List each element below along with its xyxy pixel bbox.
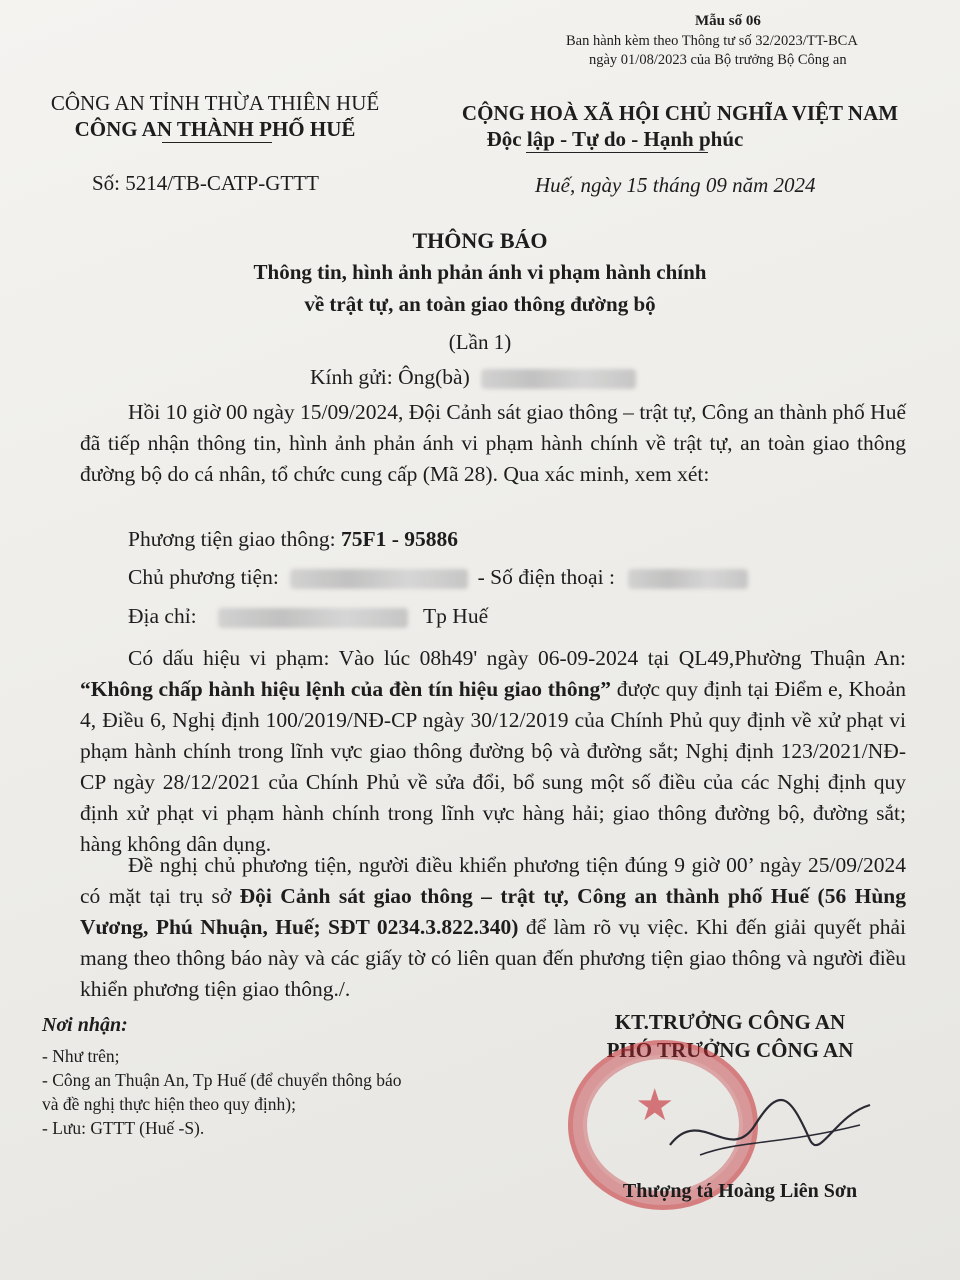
document-date: Huế, ngày 15 tháng 09 năm 2024	[535, 173, 816, 197]
nation-title: CỘNG HOÀ XÃ HỘI CHỦ NGHĨA VIỆT NAM	[461, 101, 899, 125]
request-text-pre: Đề nghị chủ phương tiện, người điều khiển phương tiện đúng 9 giờ 00’ ngày 25/09/2024 có mặt tại trụ sở	[80, 853, 906, 908]
address-line	[128, 604, 488, 629]
signature-title-1: KT.TRƯỞNG CÔNG AN	[614, 1010, 846, 1034]
agency-name-underline	[162, 142, 272, 143]
phone-label: - Số điện thoại :	[477, 565, 615, 589]
vehicle-plate: 75F1 - 95886	[340, 527, 458, 551]
violation-text-post: được quy định tại Điểm e, Khoản 4, Điều 6, Nghị định 100/2019/NĐ-CP ngày 30/12/2019 của Chính Phủ quy định về xử phạt vi phạm hành chính trong lĩnh vực giao thông đường bộ và đường sắt; Nghị định 123/2021/NĐ-CP ngày 28/12/2021 của Chính Phủ về sửa đổi, bổ sung một số điều của các Nghị định quy định xử phạt vi phạm hành chính trong lĩnh vực hàng hải; giao thông đường bộ, đường sắt; hàng không dân dụng.	[80, 677, 907, 856]
document-number: Số: 5214/TB-CATP-GTTT	[92, 171, 319, 195]
recipients-title: Nơi nhận:	[42, 1014, 128, 1036]
vehicle-line	[128, 527, 458, 552]
request-location: Đội Cảnh sát giao thông – trật tự, Công an thành phố Huế (56 Hùng Vương, Phú Nhuận, Huế; SĐT 0234.3.822.340)	[80, 884, 906, 939]
request-paragraph	[80, 850, 906, 1005]
recipient-item: - Như trên;	[42, 1046, 120, 1066]
recipient-item: - Công an Thuận An, Tp Huế (để chuyển thông báo	[42, 1070, 402, 1090]
notice-round: (Lần 1)	[448, 330, 512, 354]
intro-paragraph	[80, 397, 906, 490]
recipient-item: - Lưu: GTTT (Huế -S).	[42, 1118, 205, 1138]
address-label: Địa chỉ:	[128, 604, 197, 628]
seal-star-icon: ★	[635, 1081, 675, 1130]
form-issued-line1: Ban hành kèm theo Thông tư số 32/2023/TT-BCA	[566, 33, 858, 49]
violation-text-pre: Có dấu hiệu vi phạm: Vào lúc 08h49' ngày 06-09-2024 tại QL49,Phường Thuận An:	[128, 646, 906, 670]
agency-name: CÔNG AN THÀNH PHỐ HUẾ	[74, 117, 356, 141]
notice-title: THÔNG BÁO	[412, 228, 548, 253]
agency-parent: CÔNG AN TỈNH THỪA THIÊN HUẾ	[50, 91, 380, 115]
owner-line	[128, 565, 748, 590]
recipient-item: và đề nghị thực hiện theo quy định);	[42, 1094, 296, 1114]
owner-label: Chủ phương tiện:	[128, 565, 279, 589]
nation-motto: Độc lập - Tự do - Hạnh phúc	[486, 127, 744, 151]
redacted-owner-name	[290, 569, 468, 589]
intro-text: Hồi 10 giờ 00 ngày 15/09/2024, Đội Cảnh sát giao thông – trật tự, Công an thành phố Huế đã tiếp nhận thông tin, hình ảnh phản ánh vi phạm hành chính về trật tự, an toàn giao thông đường bộ do cá nhân, tổ chức cung cấp (Mã 28). Qua xác minh, xem xét:	[80, 400, 906, 486]
handwritten-signature	[660, 1085, 880, 1175]
redacted-phone	[628, 569, 748, 589]
salutation	[310, 365, 636, 390]
address-city: Tp Huế	[423, 604, 489, 628]
notice-subtitle-2: về trật tự, an toàn giao thông đường bộ	[304, 292, 656, 316]
signature-title-2: PHÓ TRƯỞNG CÔNG AN	[606, 1038, 854, 1062]
vehicle-label: Phương tiện giao thông:	[128, 527, 341, 551]
request-text-post: để làm rõ vụ việc. Khi đến giải quyết phải mang theo thông báo này và các giấy tờ có liên quan đến phương tiện giao thông và người điều khiển phương tiện giao thông./.	[80, 915, 906, 1001]
form-number: Mẫu số 06	[695, 13, 761, 29]
violation-paragraph	[80, 643, 906, 860]
salutation-label: Kính gửi: Ông(bà)	[310, 365, 470, 389]
violation-description: “Không chấp hành hiệu lệnh của đèn tín hiệu giao thông”	[80, 677, 612, 701]
redacted-address	[218, 608, 408, 628]
signer-name: Thượng tá Hoàng Liên Sơn	[622, 1180, 858, 1202]
form-issued-line2: ngày 01/08/2023 của Bộ trưởng Bộ Công an	[589, 52, 847, 68]
recipients-list	[42, 1044, 402, 1140]
redacted-recipient-name	[481, 369, 636, 389]
nation-motto-underline	[526, 152, 708, 153]
notice-subtitle-1: Thông tin, hình ảnh phản ánh vi phạm hành chính	[253, 260, 707, 284]
